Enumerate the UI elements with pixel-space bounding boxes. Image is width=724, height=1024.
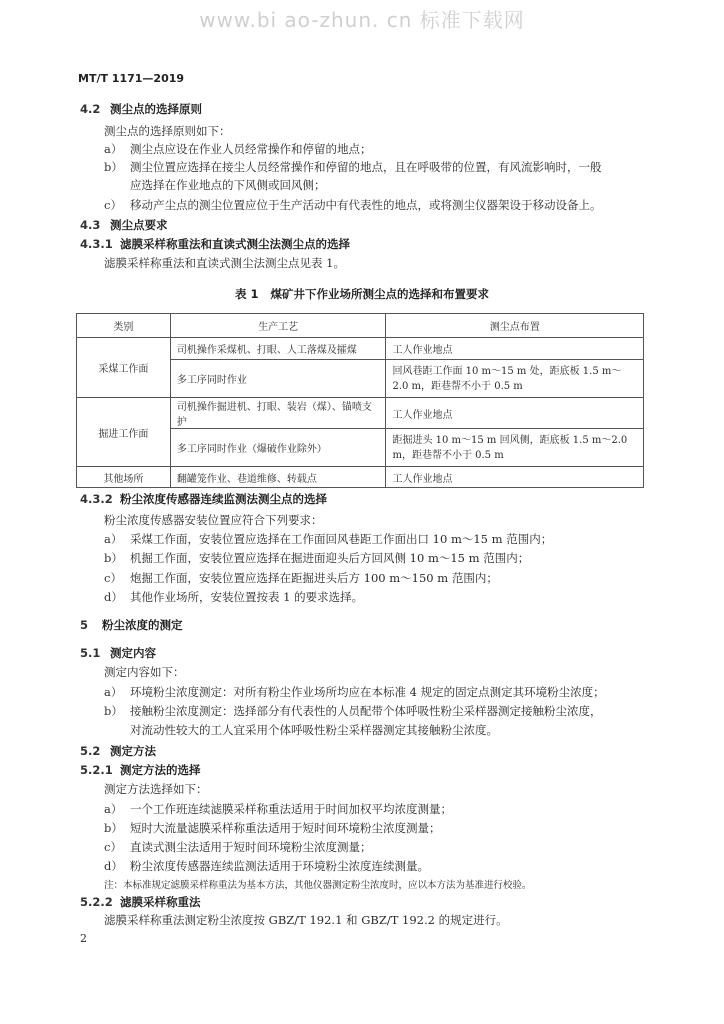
list-text: 移动产尘点的测尘位置应位于生产活动中有代表性的地点，或将测尘仪器架设于移动设备上。 <box>130 198 602 212</box>
list-marker: a） <box>104 802 123 816</box>
list-marker: a） <box>104 142 123 156</box>
table-caption-number: 表 1 <box>234 287 259 301</box>
list-marker: b） <box>104 704 123 718</box>
section-4-3-1-heading <box>80 237 350 251</box>
point-cell: 工人作业地点 <box>386 398 644 429</box>
section-title: 测尘点要求 <box>110 218 168 232</box>
table-header-cell: 测尘点布置 <box>386 314 644 338</box>
list-text-continued: 对流动性较大的工人宜采用个体呼吸性粉尘采样器测定其接触粉尘浓度。 <box>130 723 498 737</box>
list-text: 环境粉尘浓度测定：对所有粉尘作业场所均应在本标准 4 规定的固定点测定其环境粉尘浓度； <box>130 685 605 699</box>
list-item <box>104 160 602 174</box>
list-text: 其他作业场所，安装位置按表 1 的要求选择。 <box>130 590 364 604</box>
document-number: MT/T 1171—2019 <box>78 72 185 85</box>
table-header-cell: 类别 <box>77 314 171 338</box>
point-cell: 回风巷距工作面 10 m～15 m 处，距底板 1.5 m～2.0 m，距巷帮不小于 0.5 m <box>386 360 644 398</box>
section-title: 粉尘浓度传感器连续监测法测尘点的选择 <box>120 492 327 506</box>
section-number: 5.2.2 <box>80 895 113 909</box>
section-title: 粉尘浓度的测定 <box>102 618 183 632</box>
list-item <box>104 821 441 835</box>
list-item <box>104 532 552 546</box>
table-row <box>77 398 644 429</box>
point-cell: 工人作业地点 <box>386 467 644 488</box>
section-5-2-2-heading <box>80 895 201 909</box>
list-item <box>104 802 452 816</box>
section-number: 5.1 <box>80 646 101 660</box>
table-row <box>77 467 644 488</box>
list-text: 接触粉尘浓度测定：选择部分有代表性的人员配带个体呼吸性粉尘采样器测定接触粉尘浓度， <box>130 704 602 718</box>
section-4-3-2-heading <box>80 492 327 506</box>
paragraph: 测尘点的选择原则如下： <box>104 124 231 138</box>
point-cell: 工人作业地点 <box>386 338 644 360</box>
process-cell: 司机操作采煤机、打眼、人工落煤及攉煤 <box>170 338 386 360</box>
category-cell: 其他场所 <box>77 467 171 488</box>
section-4-2-heading <box>80 102 202 116</box>
section-number: 4.3 <box>80 218 101 232</box>
paragraph: 粉尘浓度传感器安装位置应符合下列要求： <box>104 513 323 527</box>
section-number: 5.2.1 <box>80 763 113 777</box>
table-header-row <box>77 314 644 338</box>
list-item <box>104 590 363 604</box>
paragraph: 测定内容如下： <box>104 665 185 679</box>
table-caption-title: 煤矿井下作业场所测尘点的选择和布置要求 <box>270 287 490 301</box>
section-5-2-1-heading <box>80 763 201 777</box>
section-number: 4.3.1 <box>80 237 113 251</box>
list-text: 短时大流量滤膜采样称重法适用于短时间环境粉尘浓度测量； <box>130 821 441 835</box>
list-item <box>104 840 372 854</box>
section-title: 测定方法 <box>110 744 156 758</box>
list-text: 直读式测尘法适用于短时间环境粉尘浓度测量； <box>130 840 372 854</box>
paragraph: 滤膜采样称重法和直读式测尘法测尘点见表 1。 <box>104 256 345 270</box>
list-marker: b） <box>104 160 123 174</box>
category-cell: 采煤工作面 <box>77 338 171 398</box>
list-item <box>104 571 498 585</box>
section-number: 4.3.2 <box>80 492 113 506</box>
list-marker: a） <box>104 685 123 699</box>
list-text: 炮掘工作面，安装位置应选择在距掘进头后方 100 m～150 m 范围内； <box>130 571 498 585</box>
section-title: 测尘点的选择原则 <box>110 102 202 116</box>
list-text: 测尘点应设在作业人员经常操作和停留的地点； <box>130 142 372 156</box>
section-title: 滤膜采样称重法 <box>120 895 201 909</box>
list-item <box>104 198 602 212</box>
list-text: 粉尘浓度传感器连续监测法适用于环境粉尘浓度连续测量。 <box>130 859 429 873</box>
process-cell: 多工序同时作业（爆破作业除外） <box>170 429 386 467</box>
section-5-2-heading <box>80 744 156 758</box>
list-marker: b） <box>104 551 123 565</box>
process-cell: 多工序同时作业 <box>170 360 386 398</box>
section-number: 5.2 <box>80 744 101 758</box>
list-marker: b） <box>104 821 123 835</box>
list-text: 测尘位置应选择在接尘人员经常操作和停留的地点，且在呼吸带的位置，有风流影响时，一般 <box>130 160 602 174</box>
table-caption <box>0 286 724 302</box>
section-4-3-heading <box>80 218 168 232</box>
point-cell: 距掘进头 10 m～15 m 回风侧，距底板 1.5 m～2.0 m，距巷帮不小于 0.5 m <box>386 429 644 467</box>
list-item <box>104 704 602 718</box>
list-text-continued: 应选择在作业地点的下风侧或回风侧； <box>130 178 326 192</box>
list-item <box>104 142 372 156</box>
list-marker: d） <box>104 590 123 604</box>
table-row <box>77 338 644 360</box>
list-marker: d） <box>104 859 123 873</box>
section-number: 5 <box>80 618 89 632</box>
category-cell: 掘进工作面 <box>77 398 171 467</box>
process-cell: 司机操作掘进机、打眼、装岩（煤）、锚喷支护 <box>170 398 386 429</box>
list-marker: c） <box>104 840 122 854</box>
section-title: 测定方法的选择 <box>120 763 201 777</box>
section-number: 4.2 <box>80 102 101 116</box>
list-text: 一个工作班连续滤膜采样称重法适用于时间加权平均浓度测量； <box>130 802 452 816</box>
list-marker: c） <box>104 571 122 585</box>
list-item <box>104 685 605 699</box>
page-number: 2 <box>80 932 87 945</box>
table-header-cell: 生产工艺 <box>170 314 386 338</box>
list-marker: a） <box>104 532 123 546</box>
list-marker: c） <box>104 198 122 212</box>
paragraph: 测定方法选择如下： <box>104 782 208 796</box>
section-title: 测定内容 <box>110 646 156 660</box>
list-text: 采煤工作面，安装位置应选择在工作面回风巷距工作面出口 10 m～15 m 范围内； <box>130 532 553 546</box>
dust-measurement-point-table <box>76 313 644 488</box>
note: 注：本标准规定滤膜采样称重法为基本方法，其他仪器测定粉尘浓度时，应以本方法为基准进行校验。 <box>104 880 532 891</box>
watermark: www.bi ao-zhun. cn 标准下载网 <box>199 8 525 32</box>
process-cell: 翻罐笼作业、巷道维修、转载点 <box>170 467 386 488</box>
paragraph: 滤膜采样称重法测定粉尘浓度按 GBZ/T 192.1 和 GBZ/T 192.2 的规定进行。 <box>104 913 508 927</box>
section-5-heading <box>80 618 183 632</box>
section-5-1-heading <box>80 646 156 660</box>
section-title: 滤膜采样称重法和直读式测尘法测尘点的选择 <box>120 237 350 251</box>
list-item <box>104 551 529 565</box>
list-text: 机掘工作面，安装位置应选择在掘进面迎头后方回风侧 10 m～15 m 范围内； <box>130 551 530 565</box>
list-item <box>104 859 429 873</box>
